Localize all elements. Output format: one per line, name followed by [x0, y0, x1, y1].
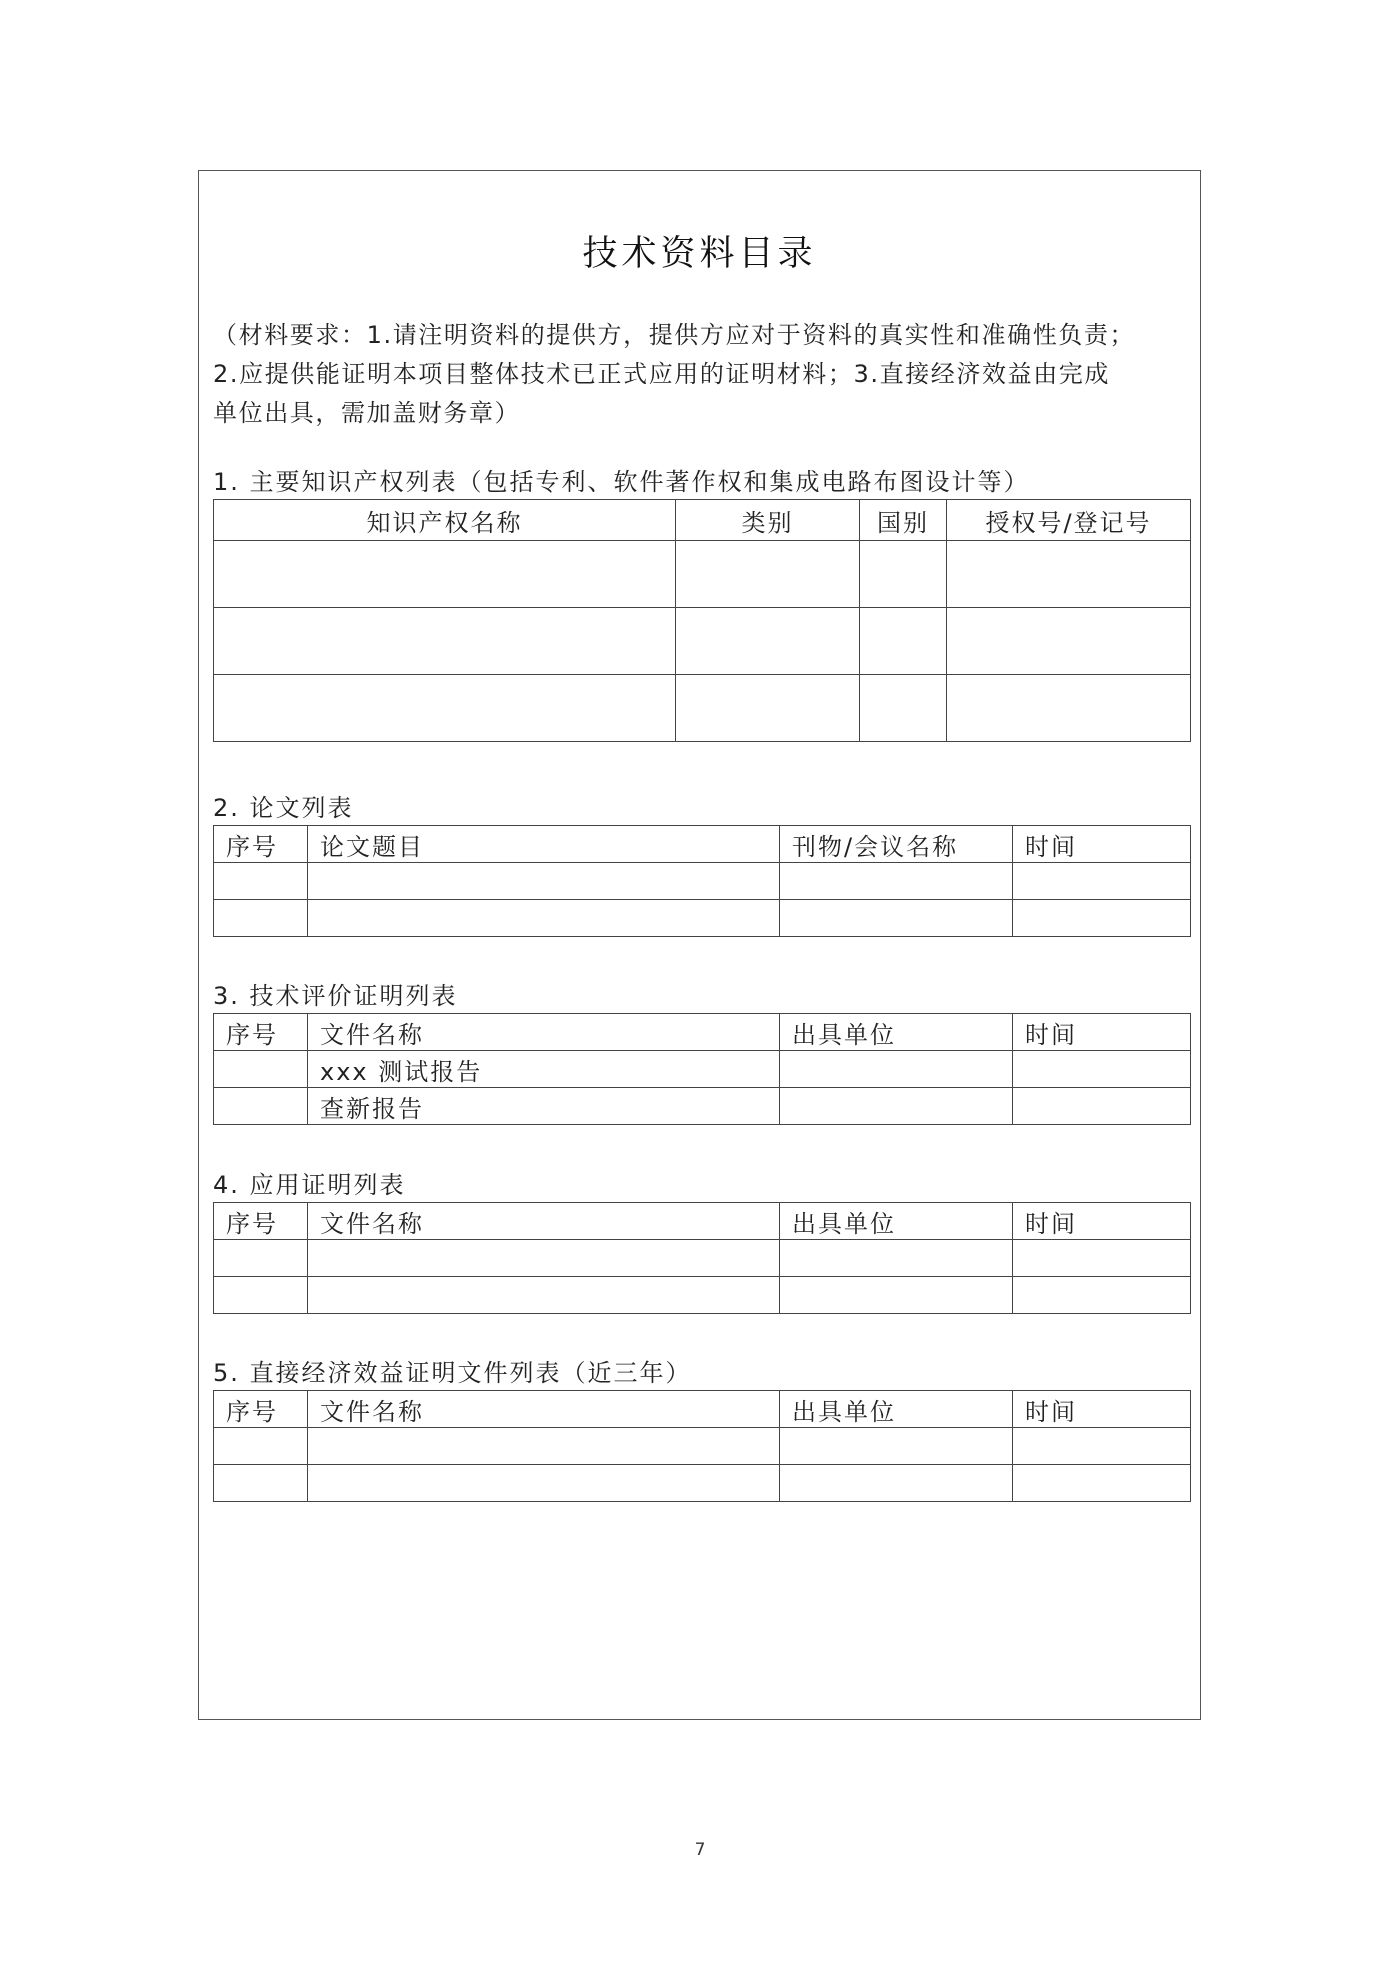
table-cell[interactable]: xxx 测试报告: [308, 1051, 780, 1088]
table-row: [214, 1051, 1191, 1088]
table-cell[interactable]: [308, 1277, 780, 1314]
table-cell[interactable]: [214, 1088, 308, 1125]
column-header-file-name: 文件名称: [308, 1391, 780, 1428]
table-cell[interactable]: [308, 900, 780, 937]
table-header-row: [214, 826, 1191, 863]
table-cell[interactable]: [676, 541, 860, 608]
column-header-serial: 序号: [214, 826, 308, 863]
requirement-line: （材料要求：1.请注明资料的提供方，提供方应对于资料的真实性和准确性负责；: [213, 321, 1136, 349]
section-economic: [213, 1356, 1190, 1502]
table-header-row: [214, 1203, 1191, 1240]
table-cell[interactable]: [676, 608, 860, 675]
table-cell[interactable]: [214, 608, 676, 675]
section-ip: [213, 465, 1190, 742]
table-row: [214, 1088, 1191, 1125]
table-header-row: [214, 500, 1191, 541]
table-row: [214, 1240, 1191, 1277]
table-cell[interactable]: [947, 608, 1191, 675]
table-cell[interactable]: [214, 1240, 308, 1277]
table-cell[interactable]: [1013, 1277, 1191, 1314]
requirement-line: 2.应提供能证明本项目整体技术已正式应用的证明材料；3.直接经济效益由完成: [213, 360, 1110, 388]
column-header-time: 时间: [1013, 1203, 1191, 1240]
table-row: [214, 1277, 1191, 1314]
page-number: 7: [694, 1840, 706, 1860]
table-cell[interactable]: [1013, 1428, 1191, 1465]
table-header-row: [214, 1391, 1191, 1428]
table-row: [214, 675, 1191, 742]
table-row: [214, 608, 1191, 675]
column-header-issuer: 出具单位: [780, 1014, 1013, 1051]
table-cell[interactable]: [1013, 1088, 1191, 1125]
column-header-file-name: 文件名称: [308, 1014, 780, 1051]
table-cell[interactable]: [860, 608, 947, 675]
column-header-time: 时间: [1013, 826, 1191, 863]
economic-table: [213, 1390, 1191, 1502]
section-evaluation: [213, 979, 1190, 1125]
table-header-row: [214, 1014, 1191, 1051]
papers-table: [213, 825, 1191, 937]
column-header-issuer: 出具单位: [780, 1391, 1013, 1428]
column-header-country: 国别: [860, 500, 947, 541]
section-heading: 2. 论文列表: [213, 794, 354, 822]
table-cell[interactable]: [308, 1428, 780, 1465]
table-row: [214, 1465, 1191, 1502]
table-cell[interactable]: [214, 1465, 308, 1502]
column-header-file-name: 文件名称: [308, 1203, 780, 1240]
table-cell[interactable]: [308, 863, 780, 900]
column-header-issuer: 出具单位: [780, 1203, 1013, 1240]
table-cell[interactable]: [1013, 1240, 1191, 1277]
column-header-time: 时间: [1013, 1014, 1191, 1051]
table-cell[interactable]: [860, 541, 947, 608]
table-cell[interactable]: [214, 541, 676, 608]
table-cell[interactable]: [780, 1465, 1013, 1502]
section-heading: 1. 主要知识产权列表（包括专利、软件著作权和集成电路布图设计等）: [213, 468, 1030, 496]
column-header-journal: 刊物/会议名称: [780, 826, 1013, 863]
section-heading: 4. 应用证明列表: [213, 1171, 406, 1199]
column-header-category: 类别: [676, 500, 860, 541]
evaluation-table: [213, 1013, 1191, 1125]
page-title: 技术资料目录: [582, 234, 817, 274]
section-heading: 5. 直接经济效益证明文件列表（近三年）: [213, 1359, 692, 1387]
column-header-serial: 序号: [214, 1203, 308, 1240]
table-cell[interactable]: [860, 675, 947, 742]
table-cell[interactable]: [214, 900, 308, 937]
table-cell[interactable]: [1013, 863, 1191, 900]
table-cell[interactable]: [676, 675, 860, 742]
table-cell[interactable]: [1013, 1051, 1191, 1088]
table-cell[interactable]: [780, 900, 1013, 937]
table-cell[interactable]: [214, 675, 676, 742]
material-requirements: [213, 316, 1190, 433]
table-cell[interactable]: [947, 675, 1191, 742]
table-cell[interactable]: [780, 1277, 1013, 1314]
section-heading: 3. 技术评价证明列表: [213, 982, 458, 1010]
table-row: [214, 863, 1191, 900]
table-cell[interactable]: [308, 1240, 780, 1277]
requirement-line: 单位出具，需加盖财务章）: [213, 399, 521, 427]
table-cell[interactable]: [214, 1428, 308, 1465]
table-row: [214, 541, 1191, 608]
table-row: [214, 900, 1191, 937]
table-cell[interactable]: [308, 1465, 780, 1502]
table-cell[interactable]: [780, 1240, 1013, 1277]
table-cell[interactable]: [214, 1051, 308, 1088]
table-cell[interactable]: [947, 541, 1191, 608]
table-cell[interactable]: [1013, 1465, 1191, 1502]
table-cell[interactable]: [1013, 900, 1191, 937]
ip-table: [213, 499, 1191, 742]
section-application: [213, 1168, 1190, 1314]
column-header-serial: 序号: [214, 1014, 308, 1051]
table-cell[interactable]: 查新报告: [308, 1088, 780, 1125]
section-papers: [213, 791, 1190, 937]
table-cell[interactable]: [214, 1277, 308, 1314]
column-header-time: 时间: [1013, 1391, 1191, 1428]
application-table: [213, 1202, 1191, 1314]
table-cell[interactable]: [780, 863, 1013, 900]
document-frame: [198, 170, 1201, 1720]
column-header-grant-number: 授权号/登记号: [947, 500, 1191, 541]
table-cell[interactable]: [780, 1051, 1013, 1088]
column-header-serial: 序号: [214, 1391, 308, 1428]
table-row: [214, 1428, 1191, 1465]
column-header-paper-title: 论文题目: [308, 826, 780, 863]
table-cell[interactable]: [780, 1088, 1013, 1125]
table-cell[interactable]: [214, 863, 308, 900]
column-header-ip-name: 知识产权名称: [214, 500, 676, 541]
table-cell[interactable]: [780, 1428, 1013, 1465]
